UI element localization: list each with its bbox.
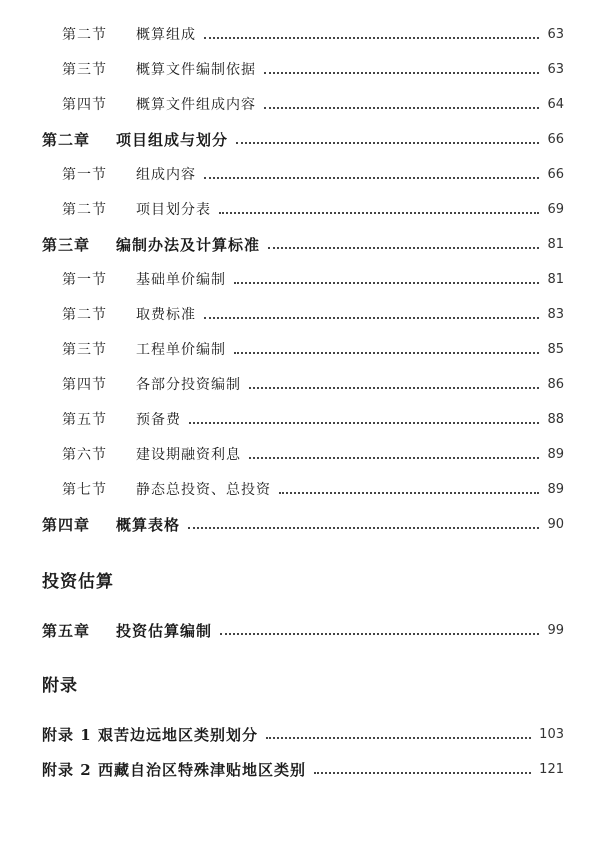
section-number: 第三节 [62,342,107,358]
page-number: 63 [547,26,564,42]
section-title: 取费标准 [136,307,196,323]
toc-entry-chapter[interactable] [42,512,564,536]
page-number: 88 [547,411,564,427]
dot-leader [204,315,539,319]
dot-leader [219,210,539,214]
page-number: 121 [539,761,564,777]
dot-leader [279,490,539,494]
section-title: 基础单价编制 [136,272,226,288]
toc-entry-section[interactable] [62,57,564,81]
chapter-title: 项目组成与划分 [116,130,229,149]
page-number: 64 [547,96,564,112]
appendix-title: 西藏自治区特殊津贴地区类别 [98,760,307,779]
appendix-title: 艰苦边远地区类别划分 [98,725,259,744]
page-number: 66 [547,166,564,182]
section-title: 组成内容 [136,167,196,183]
dot-leader [204,35,539,39]
toc-entry-section[interactable] [62,302,564,326]
toc-entry-section[interactable] [62,477,564,501]
dot-leader [234,350,539,354]
toc-entry-appendix[interactable] [42,757,564,781]
toc-entry-section[interactable] [62,197,564,221]
dot-leader [236,140,539,144]
toc-entry-section[interactable] [62,267,564,291]
section-number: 第二节 [62,307,107,323]
section-title: 项目划分表 [136,202,211,218]
dot-leader [264,70,539,74]
toc-entry-section[interactable] [62,372,564,396]
section-number: 第二节 [62,202,107,218]
page-number: 69 [547,201,564,217]
page-number: 81 [547,271,564,287]
page-number: 85 [547,341,564,357]
chapter-number: 第五章 [42,621,91,640]
section-number: 第一节 [62,272,107,288]
dot-leader [189,420,539,424]
section-number: 第六节 [62,447,107,463]
toc-entry-section[interactable] [62,162,564,186]
toc-entry-chapter[interactable] [42,618,564,642]
chapter-number: 第三章 [42,235,91,254]
page-number: 90 [547,516,564,532]
section-title: 预备费 [136,412,181,428]
page-number: 86 [547,376,564,392]
chapter-title: 投资估算编制 [116,621,213,640]
page-number: 63 [547,61,564,77]
page-number: 89 [547,481,564,497]
section-title: 工程单价编制 [136,342,226,358]
chapter-number: 第四章 [42,515,91,534]
toc-entry-chapter[interactable] [42,127,564,151]
section-title: 静态总投资、总投资 [136,482,271,498]
page-number: 66 [547,131,564,147]
part-heading-estimate: 投资估算 [42,572,114,592]
chapter-title: 编制办法及计算标准 [116,235,261,254]
page-number: 81 [547,236,564,252]
dot-leader [204,175,539,179]
appendix-number: 附录 2 [42,760,92,779]
page-number: 99 [547,622,564,638]
dot-leader [220,631,539,635]
section-title: 概算文件组成内容 [136,97,256,113]
toc-entry-chapter[interactable] [42,232,564,256]
section-number: 第五节 [62,412,107,428]
page-number: 89 [547,446,564,462]
dot-leader [249,455,539,459]
dot-leader [249,385,539,389]
dot-leader [234,280,539,284]
dot-leader [266,735,531,739]
dot-leader [314,770,531,774]
appendix-number: 附录 1 [42,725,92,744]
toc-entry-section[interactable] [62,442,564,466]
chapter-number: 第二章 [42,130,91,149]
toc-entry-appendix[interactable] [42,722,564,746]
section-title: 各部分投资编制 [136,377,241,393]
section-title: 建设期融资利息 [136,447,241,463]
toc-entry-section[interactable] [62,22,564,46]
toc-entry-section[interactable] [62,337,564,361]
dot-leader [188,525,539,529]
section-number: 第四节 [62,377,107,393]
section-number: 第四节 [62,97,107,113]
section-number: 第二节 [62,27,107,43]
section-title: 概算文件编制依据 [136,62,256,78]
dot-leader [264,105,539,109]
chapter-title: 概算表格 [116,515,181,534]
toc-entry-section[interactable] [62,407,564,431]
toc-entry-section[interactable] [62,92,564,116]
page-number: 103 [539,726,564,742]
section-number: 第三节 [62,62,107,78]
section-number: 第一节 [62,167,107,183]
page-number: 83 [547,306,564,322]
part-heading-appendix: 附录 [42,676,78,696]
section-title: 概算组成 [136,27,196,43]
section-number: 第七节 [62,482,107,498]
dot-leader [268,245,539,249]
